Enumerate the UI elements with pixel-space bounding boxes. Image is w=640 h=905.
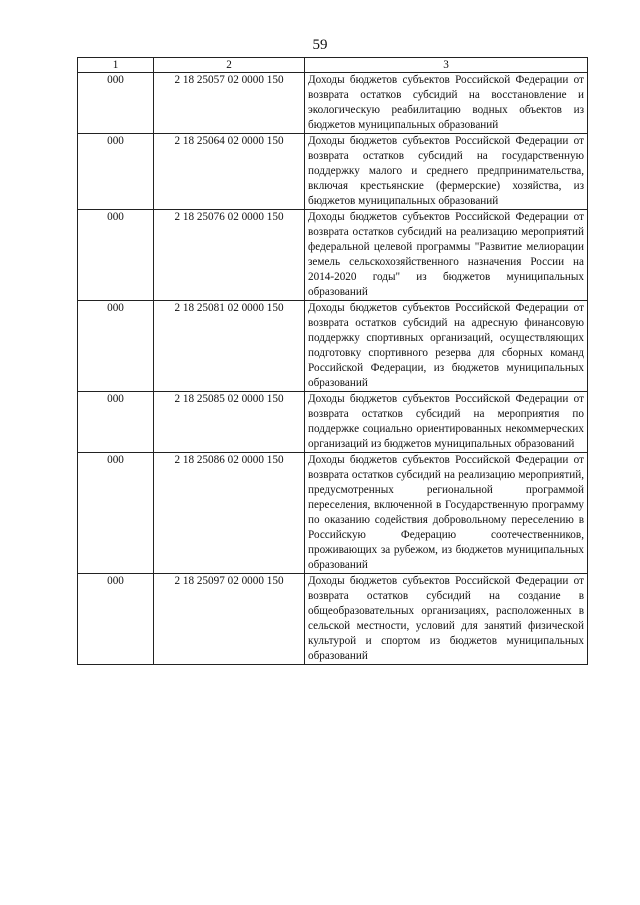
- table-row: [78, 210, 588, 301]
- admin-code-cell: 000: [78, 392, 154, 453]
- income-code-cell: 2 18 25085 02 0000 150: [154, 392, 305, 453]
- table-row: [78, 301, 588, 392]
- income-code-cell: 2 18 25081 02 0000 150: [154, 301, 305, 392]
- column-header-1: 1: [78, 58, 154, 73]
- table-row: [78, 453, 588, 574]
- budget-classification-table: [77, 57, 588, 665]
- admin-code-cell: 000: [78, 134, 154, 210]
- admin-code-cell: 000: [78, 453, 154, 574]
- income-name-cell: Доходы бюджетов субъектов Российской Федерации от возврата остатков субсидий на реализацию мероприятий, предусмотренных региональной программой переселения, включенной в Государственную программу по оказанию содействия добровольному переселению в Российскую Федерацию соотечественников, проживающих за рубежом, из бюджетов муниципальных образований: [305, 453, 588, 574]
- income-code-cell: 2 18 25064 02 0000 150: [154, 134, 305, 210]
- income-name-cell: Доходы бюджетов субъектов Российской Федерации от возврата остатков субсидий на государственную поддержку малого и среднего предпринимательства, включая крестьянские (фермерские) хозяйства, из бюджетов муниципальных образований: [305, 134, 588, 210]
- income-code-cell: 2 18 25097 02 0000 150: [154, 574, 305, 665]
- page-number: 59: [312, 37, 328, 53]
- income-name-cell: Доходы бюджетов субъектов Российской Федерации от возврата остатков субсидий на адресную финансовую поддержку спортивных организаций, осуществляющих подготовку спортивного резерва для сборных команд Российской Федерации, из бюджетов муниципальных образований: [305, 301, 588, 392]
- admin-code-cell: 000: [78, 73, 154, 134]
- income-code-cell: 2 18 25086 02 0000 150: [154, 453, 305, 574]
- income-code-cell: 2 18 25057 02 0000 150: [154, 73, 305, 134]
- table-row: [78, 392, 588, 453]
- column-header-2: 2: [154, 58, 305, 73]
- table-row: [78, 574, 588, 665]
- income-name-cell: Доходы бюджетов субъектов Российской Федерации от возврата остатков субсидий на восстановление и экологическую реабилитацию водных объектов из бюджетов муниципальных образований: [305, 73, 588, 134]
- table-header-row: [78, 58, 588, 73]
- column-header-3: 3: [305, 58, 588, 73]
- table-row: [78, 73, 588, 134]
- admin-code-cell: 000: [78, 210, 154, 301]
- table-row: [78, 134, 588, 210]
- admin-code-cell: 000: [78, 301, 154, 392]
- income-code-cell: 2 18 25076 02 0000 150: [154, 210, 305, 301]
- income-name-cell: Доходы бюджетов субъектов Российской Федерации от возврата остатков субсидий на создание в общеобразовательных организациях, расположенных в сельской местности, условий для занятий физической культурой и спортом из бюджетов муниципальных образований: [305, 574, 588, 665]
- income-name-cell: Доходы бюджетов субъектов Российской Федерации от возврата остатков субсидий на реализацию мероприятий федеральной целевой программы "Развитие мелиорации земель сельскохозяйственного назначения России на 2014-2020 годы" из бюджетов муниципальных образований: [305, 210, 588, 301]
- income-name-cell: Доходы бюджетов субъектов Российской Федерации от возврата остатков субсидий на мероприятия по поддержке социально ориентированных некоммерческих организаций из бюджетов муниципальных образований: [305, 392, 588, 453]
- admin-code-cell: 000: [78, 574, 154, 665]
